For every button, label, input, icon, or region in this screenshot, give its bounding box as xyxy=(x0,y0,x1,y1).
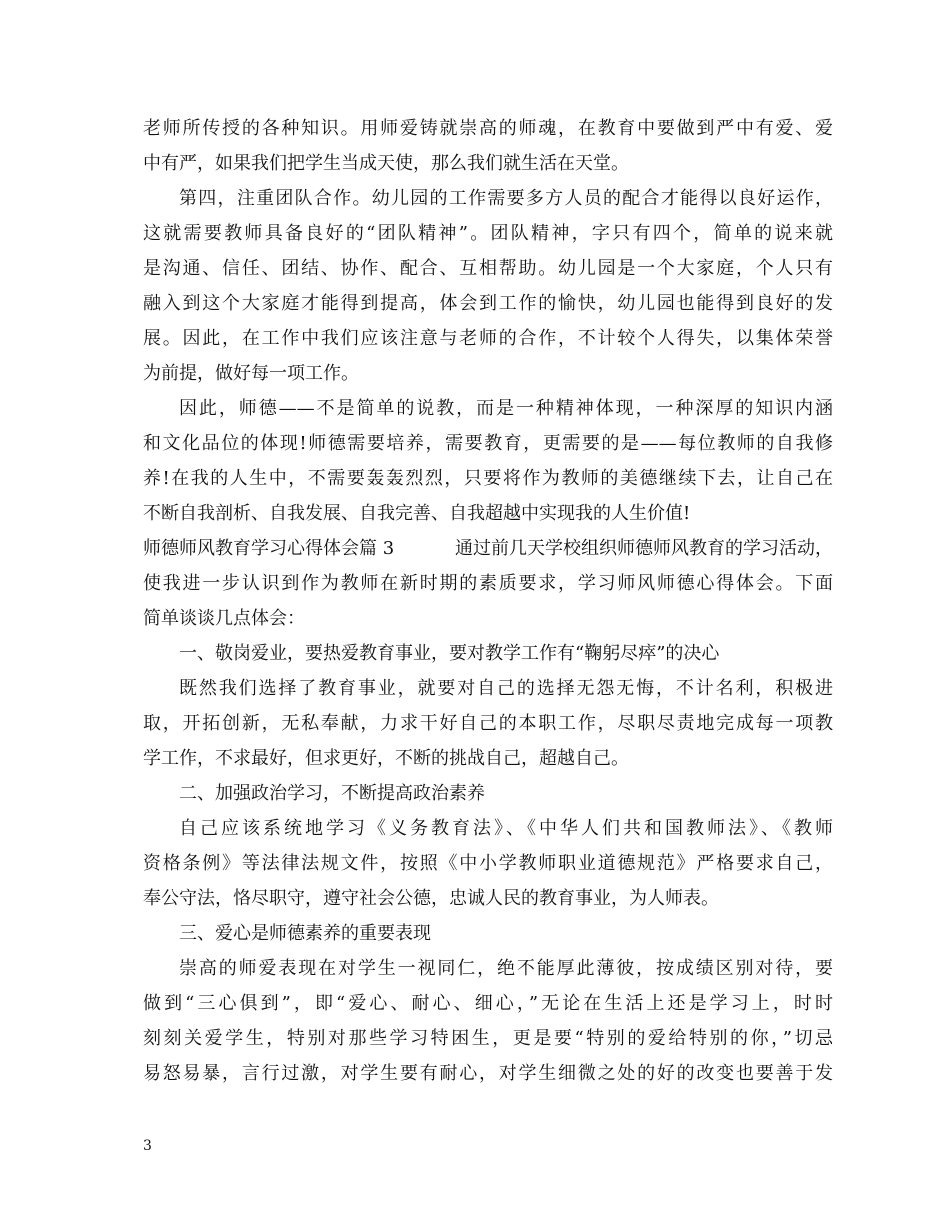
text-line: 二、加强政治学习，不断提高政治素养 xyxy=(179,783,485,804)
text-line: 和文化品位的体现!师德需要培养，需要教育，更需要的是——每位教师的自我修 xyxy=(143,433,833,454)
text-line: 第四，注重团队合作。幼儿园的工作需要多方人员的配合才能得以良好运作， xyxy=(179,188,833,209)
text-line: 刻刻关爱学生，特别对那些学习特困生，更是要“特别的爱给特别的你，”切忌 xyxy=(143,1028,833,1049)
text-line: 崇高的师爱表现在对学生一视同仁，绝不能厚此薄彼，按成绩区别对待，要 xyxy=(179,958,833,979)
text-line: 学工作，不求最好，但求更好，不断的挑战自己，超越自己。 xyxy=(143,748,629,769)
text-line: 取，开拓创新，无私奉献，力求干好自己的本职工作，尽职尽责地完成每一项教 xyxy=(143,713,833,734)
text-line: 为前提，做好每一项工作。 xyxy=(143,363,359,384)
body-text xyxy=(143,111,833,1091)
text-line: 既然我们选择了教育事业，就要对自己的选择无怨无悔，不计名利，积极进 xyxy=(179,678,833,699)
text-line: 自己应该系统地学习《义务教育法》、《中华人们共和国教师法》、《教师 xyxy=(179,818,833,839)
text-line: 一、敬岗爱业，要热爱教育事业，要对教学工作有“鞠躬尽瘁”的决心 xyxy=(179,643,720,664)
text-line: 展。因此，在工作中我们应该注意与老师的合作，不计较个人得失，以集体荣誉 xyxy=(143,328,833,349)
text-line: 简单谈谈几点体会： xyxy=(143,608,305,629)
text-line: 资格条例》等法律法规文件，按照《中小学教师职业道德规范》严格要求自己， xyxy=(143,853,833,874)
text-line: 易怒易暴，言行过激，对学生要有耐心，对学生细微之处的好的改变也要善于发 xyxy=(143,1063,833,1084)
text-line: 不断自我剖析、自我发展、自我完善、自我超越中实现我的人生价值! xyxy=(143,503,691,524)
text-line: 是沟通、信任、团结、协作、配合、互相帮助。幼儿园是一个大家庭，个人只有 xyxy=(143,258,833,279)
text-line: 融入到这个大家庭才能得到提高，体会到工作的愉快，幼儿园也能得到良好的发 xyxy=(143,293,833,314)
text-line: 三、爱心是师德素养的重要表现 xyxy=(179,923,431,944)
text-line: 使我进一步认识到作为教师在新时期的素质要求，学习师风师德心得体会。下面 xyxy=(143,573,833,594)
text-line: 这就需要教师具备良好的“团队精神”。团队精神，字只有四个，简单的说来就 xyxy=(143,223,833,244)
text-line: 因此，师德——不是简单的说教，而是一种精神体现，一种深厚的知识内涵 xyxy=(179,398,833,419)
text-line xyxy=(143,531,833,566)
section-heading: 师德师风教育学习心得体会篇 3 xyxy=(143,538,395,559)
page-number: 3 xyxy=(143,1138,152,1154)
text-line: 中有严，如果我们把学生当成天使，那么我们就生活在天堂。 xyxy=(143,153,629,174)
text-line: 做到“三心俱到”，即“爱心、耐心、细心，”无论在生活上还是学习上，时时 xyxy=(143,993,833,1014)
line-text: 通过前几天学校组织师德师风教育的学习活动， xyxy=(455,538,833,559)
text-line: 养!在我的人生中，不需要轰轰烈烈，只要将作为教师的美德继续下去，让自己在 xyxy=(143,468,833,489)
text-line: 奉公守法，恪尽职守，遵守社会公德，忠诚人民的教育事业，为人师表。 xyxy=(143,888,719,909)
text-line: 老师所传授的各种知识。用师爱铸就崇高的师魂，在教育中要做到严中有爱、爱 xyxy=(143,118,833,139)
